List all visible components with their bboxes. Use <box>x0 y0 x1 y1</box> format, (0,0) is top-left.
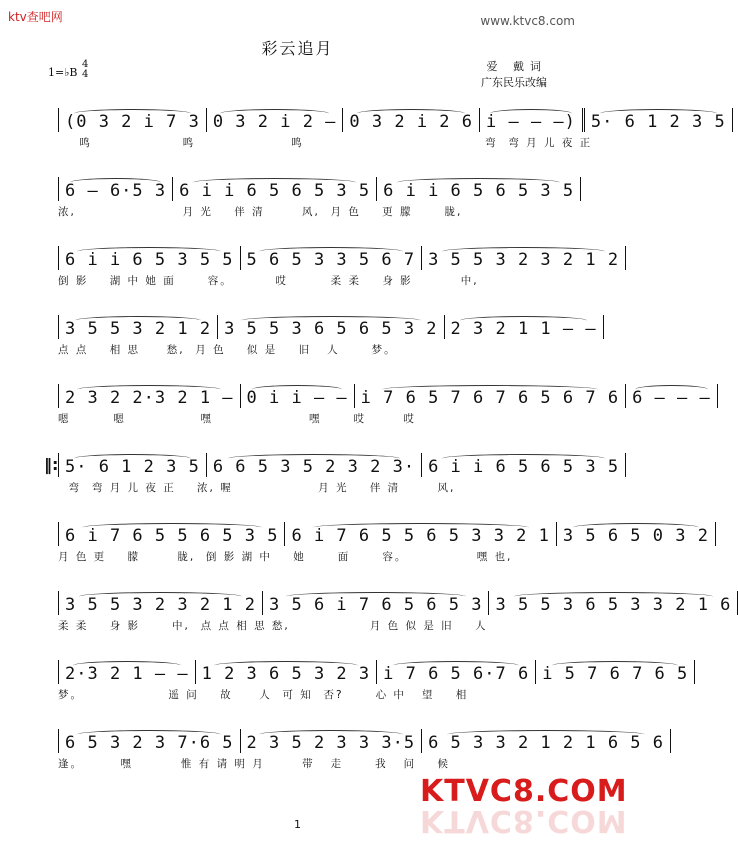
lyric-line: 嗯 嗯 嘿 嘿 哎 哎 <box>58 413 416 425</box>
note-group: i 7 6 5 7 6 7 6 5 6 7 6 <box>360 388 620 408</box>
measure-row <box>58 246 620 270</box>
slur-mark <box>82 523 262 532</box>
note-group: i 5 7 6 7 6 5 <box>542 664 689 684</box>
measure <box>263 591 489 615</box>
note-group: 3 5 5 3 2 1 2 <box>65 319 212 339</box>
slur-mark <box>220 109 328 118</box>
site-watermark: ktv查吧网 <box>8 10 63 24</box>
note-group: 6 i i 6 5 3 5 5 <box>65 250 234 270</box>
note-group: 6 i i 6 5 6 5 3 5 <box>428 457 620 477</box>
note-group: 5· 6 1 2 3 5 <box>65 457 200 477</box>
time-signature <box>82 60 88 80</box>
slur-mark <box>357 109 465 118</box>
slur-mark <box>286 592 466 601</box>
measure <box>377 177 581 201</box>
slur-mark <box>460 316 586 325</box>
logo-reflection: KTVC8.COM <box>420 803 628 838</box>
note-group: 0 3 2 i 2 – <box>212 112 337 132</box>
measure <box>241 729 423 753</box>
slur-mark <box>442 247 604 256</box>
measure <box>58 315 218 339</box>
measure <box>58 729 241 753</box>
slur-mark <box>552 661 678 670</box>
lyric-line: 点 点 相 思 愁, 月 色 似 是 旧 人 梦。 <box>58 344 397 356</box>
slur-mark <box>259 730 403 739</box>
measure-row <box>58 660 689 684</box>
measure <box>196 660 378 684</box>
measure-row <box>58 384 711 408</box>
measure <box>489 591 738 615</box>
measure <box>58 246 241 270</box>
note-group: 2 3 5 2 3 3 3·5 <box>246 733 416 753</box>
note-group: 6 i 7 6 5 5 6 5 3 5 <box>65 526 279 546</box>
note-group: 3 5 5 3 2 3 2 1 2 <box>428 250 620 270</box>
slur-mark <box>514 592 712 601</box>
slur-mark <box>241 316 421 325</box>
slur-mark <box>313 523 529 532</box>
measure <box>480 108 585 132</box>
lyric-line: 柔 柔 身 影 中, 点 点 相 思 愁, 月 色 似 是 旧 人 <box>58 620 536 632</box>
lyric-line: 梦。 遥 问 故 人 可 知 否? 心 中 望 相 <box>58 689 469 701</box>
slur-mark <box>259 247 403 256</box>
slur-mark <box>573 523 699 532</box>
measure <box>422 729 671 753</box>
lyric-line: 弯 弯 月 儿 夜 正 浓, 喔 月 光 伴 清 风, <box>58 482 456 494</box>
measure-row <box>58 522 709 546</box>
slur-mark <box>382 385 598 394</box>
note-group: 6 i 7 6 5 5 6 5 3 3 2 1 <box>291 526 550 546</box>
measure <box>626 384 718 408</box>
measure <box>58 660 196 684</box>
time-bottom: 4 <box>82 69 89 80</box>
measure <box>536 660 695 684</box>
key-signature: 1=♭B <box>48 66 78 79</box>
measure <box>58 591 263 615</box>
measure-row <box>58 315 597 339</box>
slur-mark <box>600 109 717 118</box>
note-group: 3 5 5 3 2 3 2 1 2 <box>65 595 256 615</box>
note-group: 6 5 3 2 3 7·6 5 <box>65 733 234 753</box>
measure <box>422 453 626 477</box>
note-group: i 7 6 5 6·7 6 <box>383 664 530 684</box>
note-group: 3 5 5 3 6 5 3 3 2 1 6 <box>495 595 732 615</box>
page-title: 彩云追月 <box>261 39 334 58</box>
logo-text: KTVC8.COM <box>420 774 628 809</box>
slur-mark <box>75 316 201 325</box>
measure <box>285 522 556 546</box>
page-number: 1 <box>294 818 301 831</box>
time-top: 4 <box>82 59 89 70</box>
repeat-sign: ‖: <box>44 455 59 474</box>
note-group: 6 – 6·5 3 <box>65 181 167 201</box>
ktvc8-logo <box>420 774 628 838</box>
measure <box>445 315 604 339</box>
lyric-line: 鸣 鸣 鸣 弯 弯 月 儿 夜 正 <box>58 137 593 149</box>
slur-mark <box>228 454 399 463</box>
measure-row <box>58 108 726 132</box>
slur-mark <box>393 661 519 670</box>
measure <box>343 108 480 132</box>
note-group: 6 – – – <box>632 388 711 408</box>
slur-mark <box>447 730 645 739</box>
slur-mark <box>397 178 559 187</box>
slur-mark <box>77 730 221 739</box>
slur-mark <box>74 454 191 463</box>
slur-mark <box>73 661 181 670</box>
measure <box>557 522 716 546</box>
measure <box>58 108 207 132</box>
note-group: 2 3 2 1 1 – – <box>450 319 597 339</box>
measure <box>377 660 536 684</box>
measure <box>58 453 207 477</box>
note-group: (0 3 2 i 7 3 <box>65 112 200 132</box>
note-group: 2 3 2 2·3 2 1 – <box>65 388 234 408</box>
slur-mark <box>79 592 241 601</box>
measure <box>58 177 173 201</box>
measure <box>218 315 444 339</box>
note-group: 3 5 6 5 0 3 2 <box>562 526 709 546</box>
lyric-line: 倒 影 湖 中 她 面 容。 哎 柔 柔 身 影 中, <box>58 275 479 287</box>
site-url: www.ktvc8.com <box>480 14 575 28</box>
measure <box>207 453 422 477</box>
measure-row <box>58 591 732 615</box>
note-group: 3 5 6 i 7 6 5 6 5 3 <box>269 595 483 615</box>
note-group: 6 5 3 3 2 1 2 1 6 5 6 <box>428 733 664 753</box>
slur-mark <box>193 178 355 187</box>
note-group: 6 6 5 3 5 2 3 2 3· <box>212 457 416 477</box>
lyricist-credit: 爱 戴词 <box>486 60 547 73</box>
slur-mark <box>442 454 604 463</box>
note-group: 3 5 5 3 6 5 6 5 3 2 <box>224 319 438 339</box>
note-group: i – – –) <box>486 112 576 132</box>
slur-mark <box>635 385 708 394</box>
slur-mark <box>70 178 161 187</box>
measure <box>173 177 377 201</box>
lyric-line: 逢。 嘿 惟 有 请 明 月 带 走 我 问 候 <box>58 758 451 770</box>
slur-mark <box>77 385 221 394</box>
measure <box>58 522 285 546</box>
note-group: 6 i i 6 5 6 5 3 5 <box>383 181 575 201</box>
lyric-line: 浓, 月 光 伴 清 风, 月 色 更 朦 胧, <box>58 206 463 218</box>
note-group: 2·3 2 1 – – <box>65 664 189 684</box>
measure <box>241 246 423 270</box>
measure <box>422 246 626 270</box>
slur-mark <box>490 109 572 118</box>
slur-mark <box>74 109 191 118</box>
lyric-line: 月 色 更 朦 胧, 倒 影 湖 中 她 面 容。 嘿 也, <box>58 551 513 563</box>
note-group: 5· 6 1 2 3 5 <box>590 112 726 132</box>
measure-row <box>58 729 664 753</box>
measure <box>355 384 626 408</box>
note-group: 1 2 3 6 5 3 2 3 <box>201 664 371 684</box>
measure <box>585 108 733 132</box>
arranger-credit: 广东民乐改编 <box>481 76 547 89</box>
measure-row <box>58 177 575 201</box>
note-group: 0 i i – – <box>246 388 348 408</box>
slur-mark <box>214 661 358 670</box>
measure-row <box>58 453 620 477</box>
note-group: 6 i i 6 5 6 5 3 5 <box>179 181 371 201</box>
measure <box>58 384 241 408</box>
measure <box>241 384 355 408</box>
note-group: 0 3 2 i 2 6 <box>349 112 474 132</box>
note-group: 5 6 5 3 3 5 6 7 <box>246 250 416 270</box>
slur-mark <box>252 385 343 394</box>
measure <box>207 108 344 132</box>
slur-mark <box>77 247 221 256</box>
